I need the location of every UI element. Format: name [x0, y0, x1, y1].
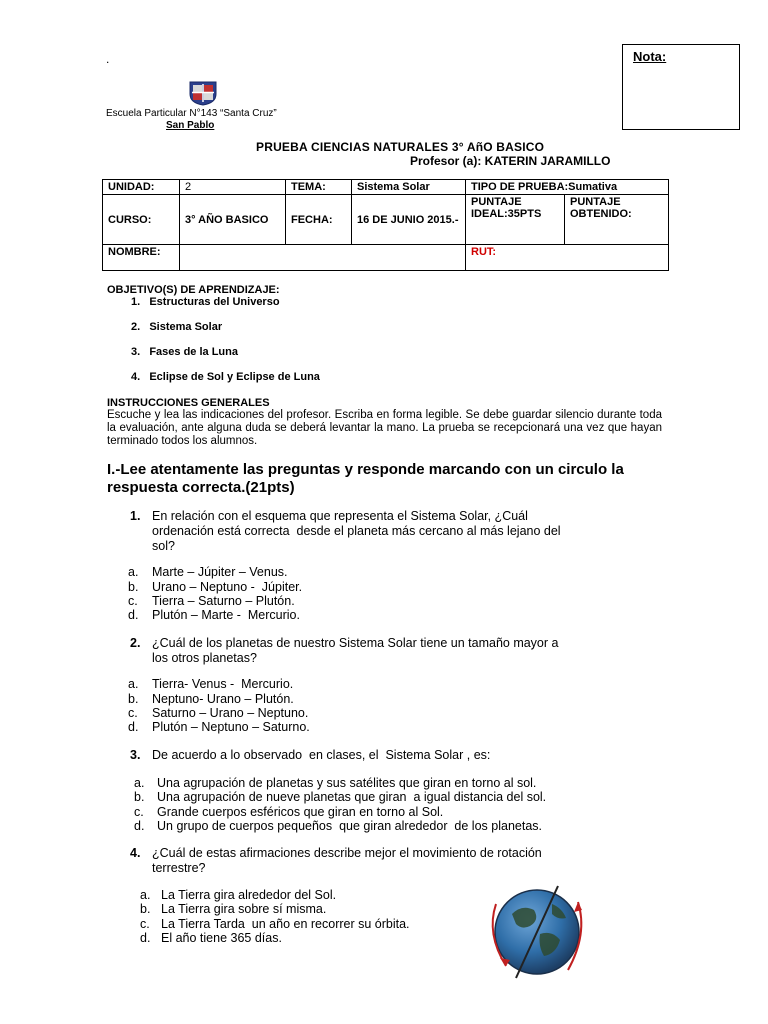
grade-label: Nota:	[633, 49, 667, 64]
option-text[interactable]: La Tierra gira alrededor del Sol.	[161, 888, 337, 902]
fecha-label: FECHA:	[286, 195, 352, 245]
option-letter[interactable]: a.	[134, 776, 145, 790]
nombre-field[interactable]	[180, 245, 466, 271]
option-letter[interactable]: b.	[128, 580, 139, 594]
question-text-line: ordenación está correcta desde el planeta más cercano al más lejano del	[152, 524, 561, 538]
question-number: 1.	[130, 509, 141, 523]
question-number: 4.	[130, 846, 141, 860]
option-text[interactable]: Grande cuerpos esféricos que giran en torno al Sol.	[157, 805, 444, 819]
tema-value: Sistema Solar	[352, 180, 466, 195]
question-text-line: De acuerdo a lo observado en clases, el Sistema Solar , es:	[152, 748, 491, 762]
option-text[interactable]: Una agrupación de nueve planetas que giran a igual distancia del sol.	[157, 790, 547, 804]
curso-value: 3° AÑO BASICO	[180, 195, 286, 245]
option-text[interactable]: Tierra – Saturno – Plutón.	[152, 594, 295, 608]
puntaje-ideal: PUNTAJE IDEAL:35PTS	[466, 195, 565, 245]
unidad-value: 2	[180, 180, 286, 195]
option-letter[interactable]: d.	[134, 819, 145, 833]
question-text-line: ¿Cuál de los planetas de nuestro Sistema Solar tiene un tamaño mayor a	[152, 636, 559, 650]
option-text[interactable]: Un grupo de cuerpos pequeños que giran alrededor de los planetas.	[157, 819, 542, 833]
option-text[interactable]: Urano – Neptuno - Júpiter.	[152, 580, 303, 594]
objective-item: 4. Eclipse de Sol y Eclipse de Luna	[131, 371, 320, 383]
option-letter[interactable]: b.	[134, 790, 145, 804]
option-letter[interactable]: d.	[128, 608, 139, 622]
rut-label: RUT:	[466, 245, 669, 271]
option-text[interactable]: La Tierra gira sobre sí misma.	[161, 902, 327, 916]
question-text-line: terrestre?	[152, 861, 206, 875]
option-text[interactable]: El año tiene 365 días.	[161, 931, 282, 945]
question-text-line: sol?	[152, 539, 175, 553]
instructions-text: Escuche y lea las indicaciones del profesor. Escriba en forma legible. Se debe guardar silencio durante toda la evaluación, ante alguna duda se deberá levantar la mano. La prueba se recepcionará una vez que hayan terminado todos los alumnos.	[107, 409, 662, 447]
option-text[interactable]: La Tierra Tarda un año en recorrer su órbita.	[161, 917, 410, 931]
tipo-prueba: TIPO DE PRUEBA:Sumativa	[466, 180, 669, 195]
option-letter[interactable]: d.	[140, 931, 151, 945]
teacher-name: Profesor (a): KATERIN JARAMILLO	[410, 154, 611, 168]
option-text[interactable]: Neptuno- Urano – Plutón.	[152, 692, 294, 706]
fecha-value: 16 DE JUNIO 2015.-	[352, 195, 466, 245]
option-letter[interactable]: a.	[128, 677, 139, 691]
section-title: I.-Lee atentamente las preguntas y responde marcando con un circulo la respuesta correcta.(21pts)	[107, 461, 624, 496]
objective-item: 3. Fases de la Luna	[131, 346, 238, 358]
exam-title: PRUEBA CIENCIAS NATURALES 3° AñO BASICO	[256, 140, 545, 154]
question-number: 3.	[130, 748, 141, 762]
option-text[interactable]: Plutón – Neptuno – Saturno.	[152, 720, 310, 734]
option-text[interactable]: Una agrupación de planetas y sus satélites que giran en torno al sol.	[157, 776, 537, 790]
objectives-title: OBJETIVO(S) DE APRENDIZAJE:	[107, 284, 280, 296]
option-text[interactable]: Tierra- Venus - Mercurio.	[152, 677, 294, 691]
question-text-line: ¿Cuál de estas afirmaciones describe mejor el movimiento de rotación	[152, 846, 542, 860]
option-letter[interactable]: c.	[128, 706, 138, 720]
option-text[interactable]: Saturno – Urano – Neptuno.	[152, 706, 309, 720]
question-text-line: los otros planetas?	[152, 651, 257, 665]
school-name: Escuela Particular N°143 “Santa Cruz”	[106, 108, 277, 119]
option-letter[interactable]: d.	[128, 720, 139, 734]
exam-info-table	[102, 179, 669, 271]
tema-label: TEMA:	[286, 180, 352, 195]
option-text[interactable]: Plutón – Marte - Mercurio.	[152, 608, 300, 622]
option-text[interactable]: Marte – Júpiter – Venus.	[152, 565, 288, 579]
curso-label: CURSO:	[103, 195, 180, 245]
earth-rotation-icon	[482, 874, 592, 984]
option-letter[interactable]: c.	[134, 805, 144, 819]
school-crest-icon	[188, 80, 218, 106]
school-location: San Pablo	[166, 120, 215, 131]
option-letter[interactable]: a.	[140, 888, 151, 902]
objective-item: 2. Sistema Solar	[131, 321, 223, 333]
question-text-line: En relación con el esquema que representa el Sistema Solar, ¿Cuál	[152, 509, 528, 523]
option-letter[interactable]: c.	[140, 917, 150, 931]
unidad-label: UNIDAD:	[103, 180, 180, 195]
option-letter[interactable]: b.	[140, 902, 151, 916]
instructions-title: INSTRUCCIONES GENERALES	[107, 397, 270, 409]
stray-dot: .	[106, 52, 110, 66]
option-letter[interactable]: c.	[128, 594, 138, 608]
puntaje-obtenido: PUNTAJE OBTENIDO:	[565, 195, 669, 245]
option-letter[interactable]: b.	[128, 692, 139, 706]
option-letter[interactable]: a.	[128, 565, 139, 579]
grade-box	[622, 44, 740, 130]
objective-item: 1. Estructuras del Universo	[131, 296, 280, 308]
question-number: 2.	[130, 636, 141, 650]
nombre-label: NOMBRE:	[103, 245, 180, 271]
